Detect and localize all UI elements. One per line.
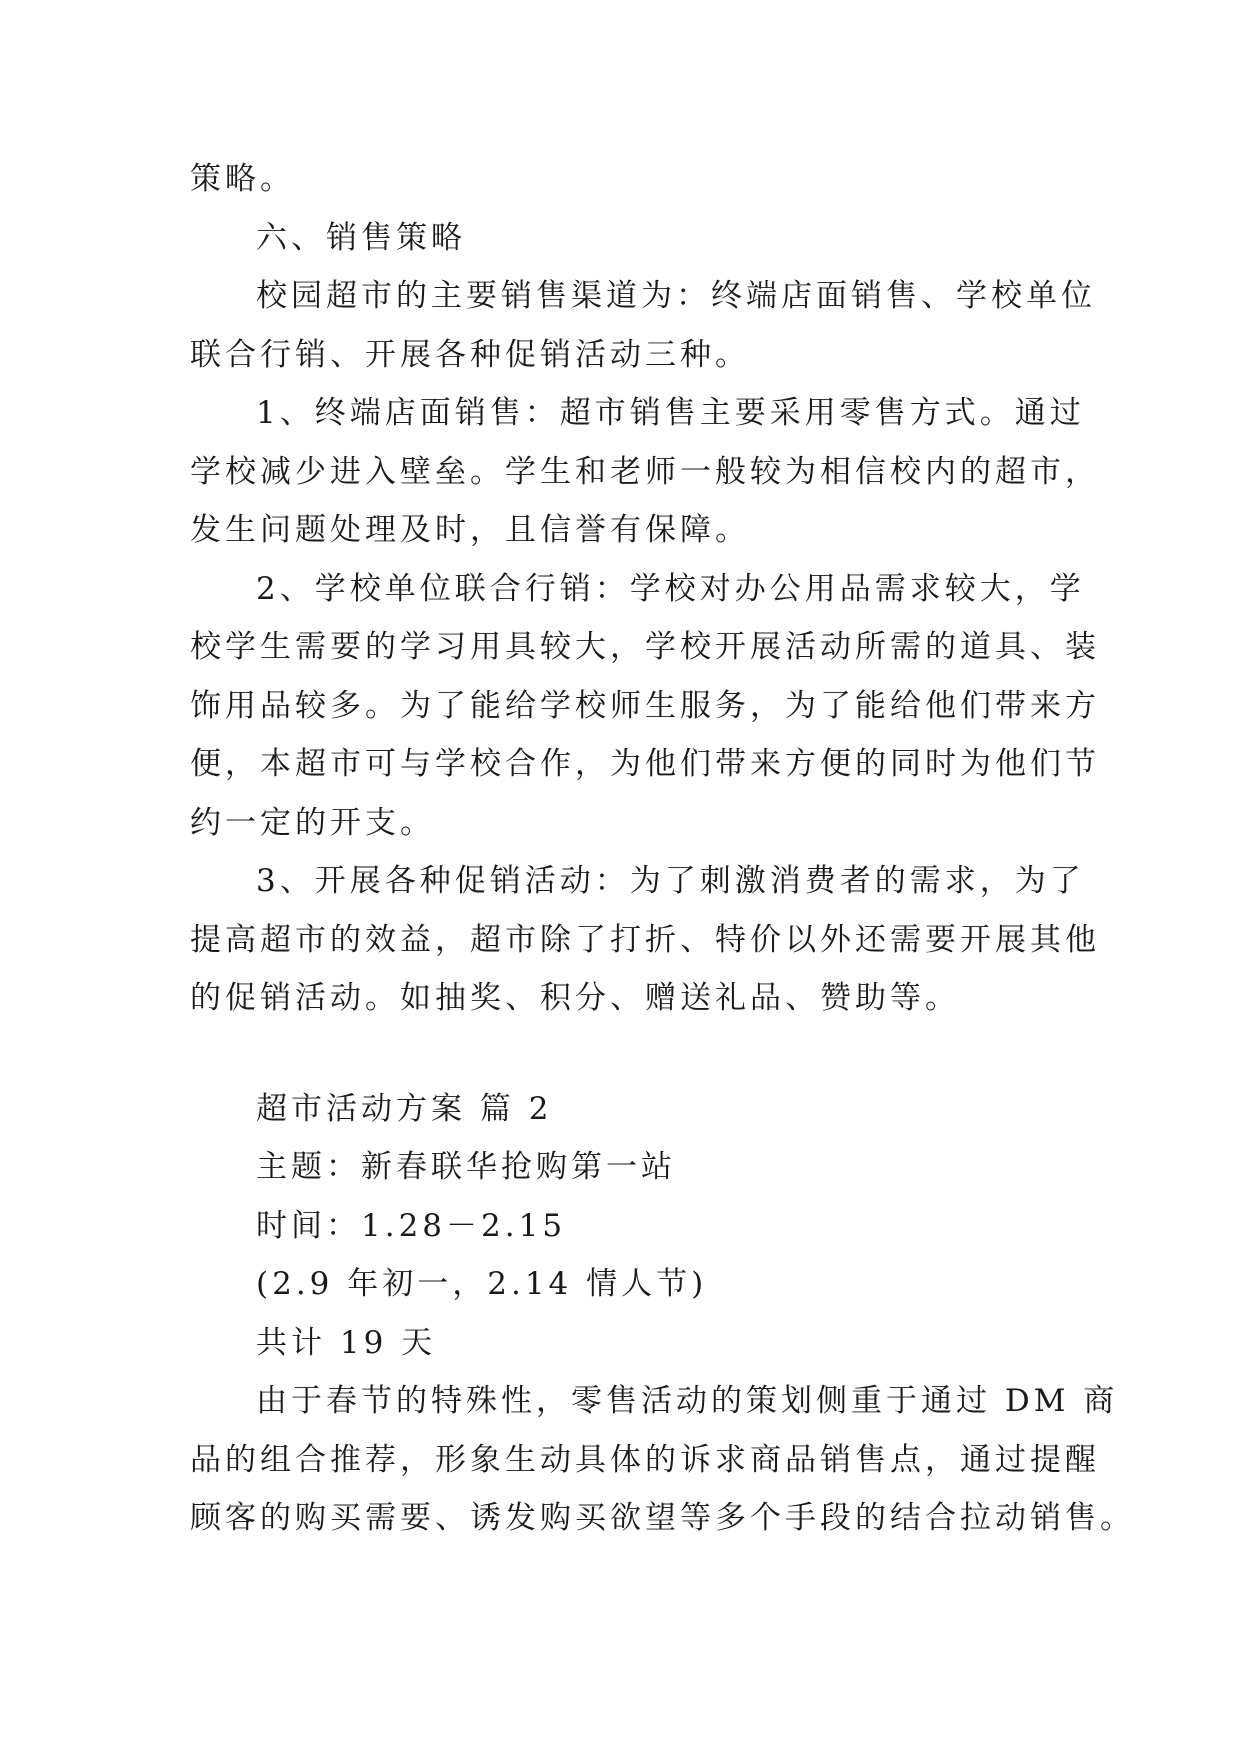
text-line: 便，本超市可与学校合作，为他们带来方便的同时为他们节 <box>190 746 1100 782</box>
document-body <box>190 150 1135 1548</box>
text-line: 的促销活动。如抽奖、积分、赠送礼品、赞助等。 <box>190 980 960 1016</box>
text-line: 学校减少进入壁垒。学生和老师一般较为相信校内的超市， <box>190 453 1100 490</box>
text-line: 主题：新春联华抢购第一站 <box>256 1149 676 1185</box>
text-line: (2.9 年初一，2.14 情人节) <box>256 1266 708 1302</box>
text-line: 品的组合推荐，形象生动具体的诉求商品销售点，通过提醒 <box>190 1441 1100 1478</box>
text-line: 约一定的开支。 <box>190 804 435 841</box>
text-line: 校园超市的主要销售渠道为：终端店面销售、学校单位 <box>256 278 1096 314</box>
text-line: 提高超市的效益，超市除了打折、特价以外还需要开展其他 <box>190 921 1100 958</box>
text-line: 顾客的购买需要、诱发购买欲望等多个手段的结合拉动销售。 <box>190 1500 1135 1536</box>
text-line: 校学生需要的学习用具较大，学校开展活动所需的道具、装 <box>190 629 1100 665</box>
text-line: 由于春节的特殊性，零售活动的策划侧重于通过 DM 商 <box>256 1383 1119 1419</box>
text-line: 发生问题处理及时，且信誉有保障。 <box>190 512 750 548</box>
text-line: 1、终端店面销售：超市销售主要采用零售方式。通过 <box>256 395 1085 431</box>
text-line: 饰用品较多。为了能给学校师生服务，为了能给他们带来方 <box>190 687 1100 724</box>
text-line: 联合行销、开展各种促销活动三种。 <box>190 336 750 373</box>
text-line: 时间：1.28－2.15 <box>256 1207 567 1244</box>
text-line: 策略。 <box>190 161 295 197</box>
section-heading: 六、销售策略 <box>256 219 466 256</box>
text-line: 共计 19 天 <box>256 1324 437 1361</box>
text-line: 3、开展各种促销活动：为了刺激消费者的需求，为了 <box>256 863 1085 899</box>
section-spacer <box>190 1028 1070 1080</box>
text-line: 2、学校单位联合行销：学校对办公用品需求较大，学 <box>256 570 1085 607</box>
article-title: 超市活动方案 篇 2 <box>256 1090 553 1127</box>
